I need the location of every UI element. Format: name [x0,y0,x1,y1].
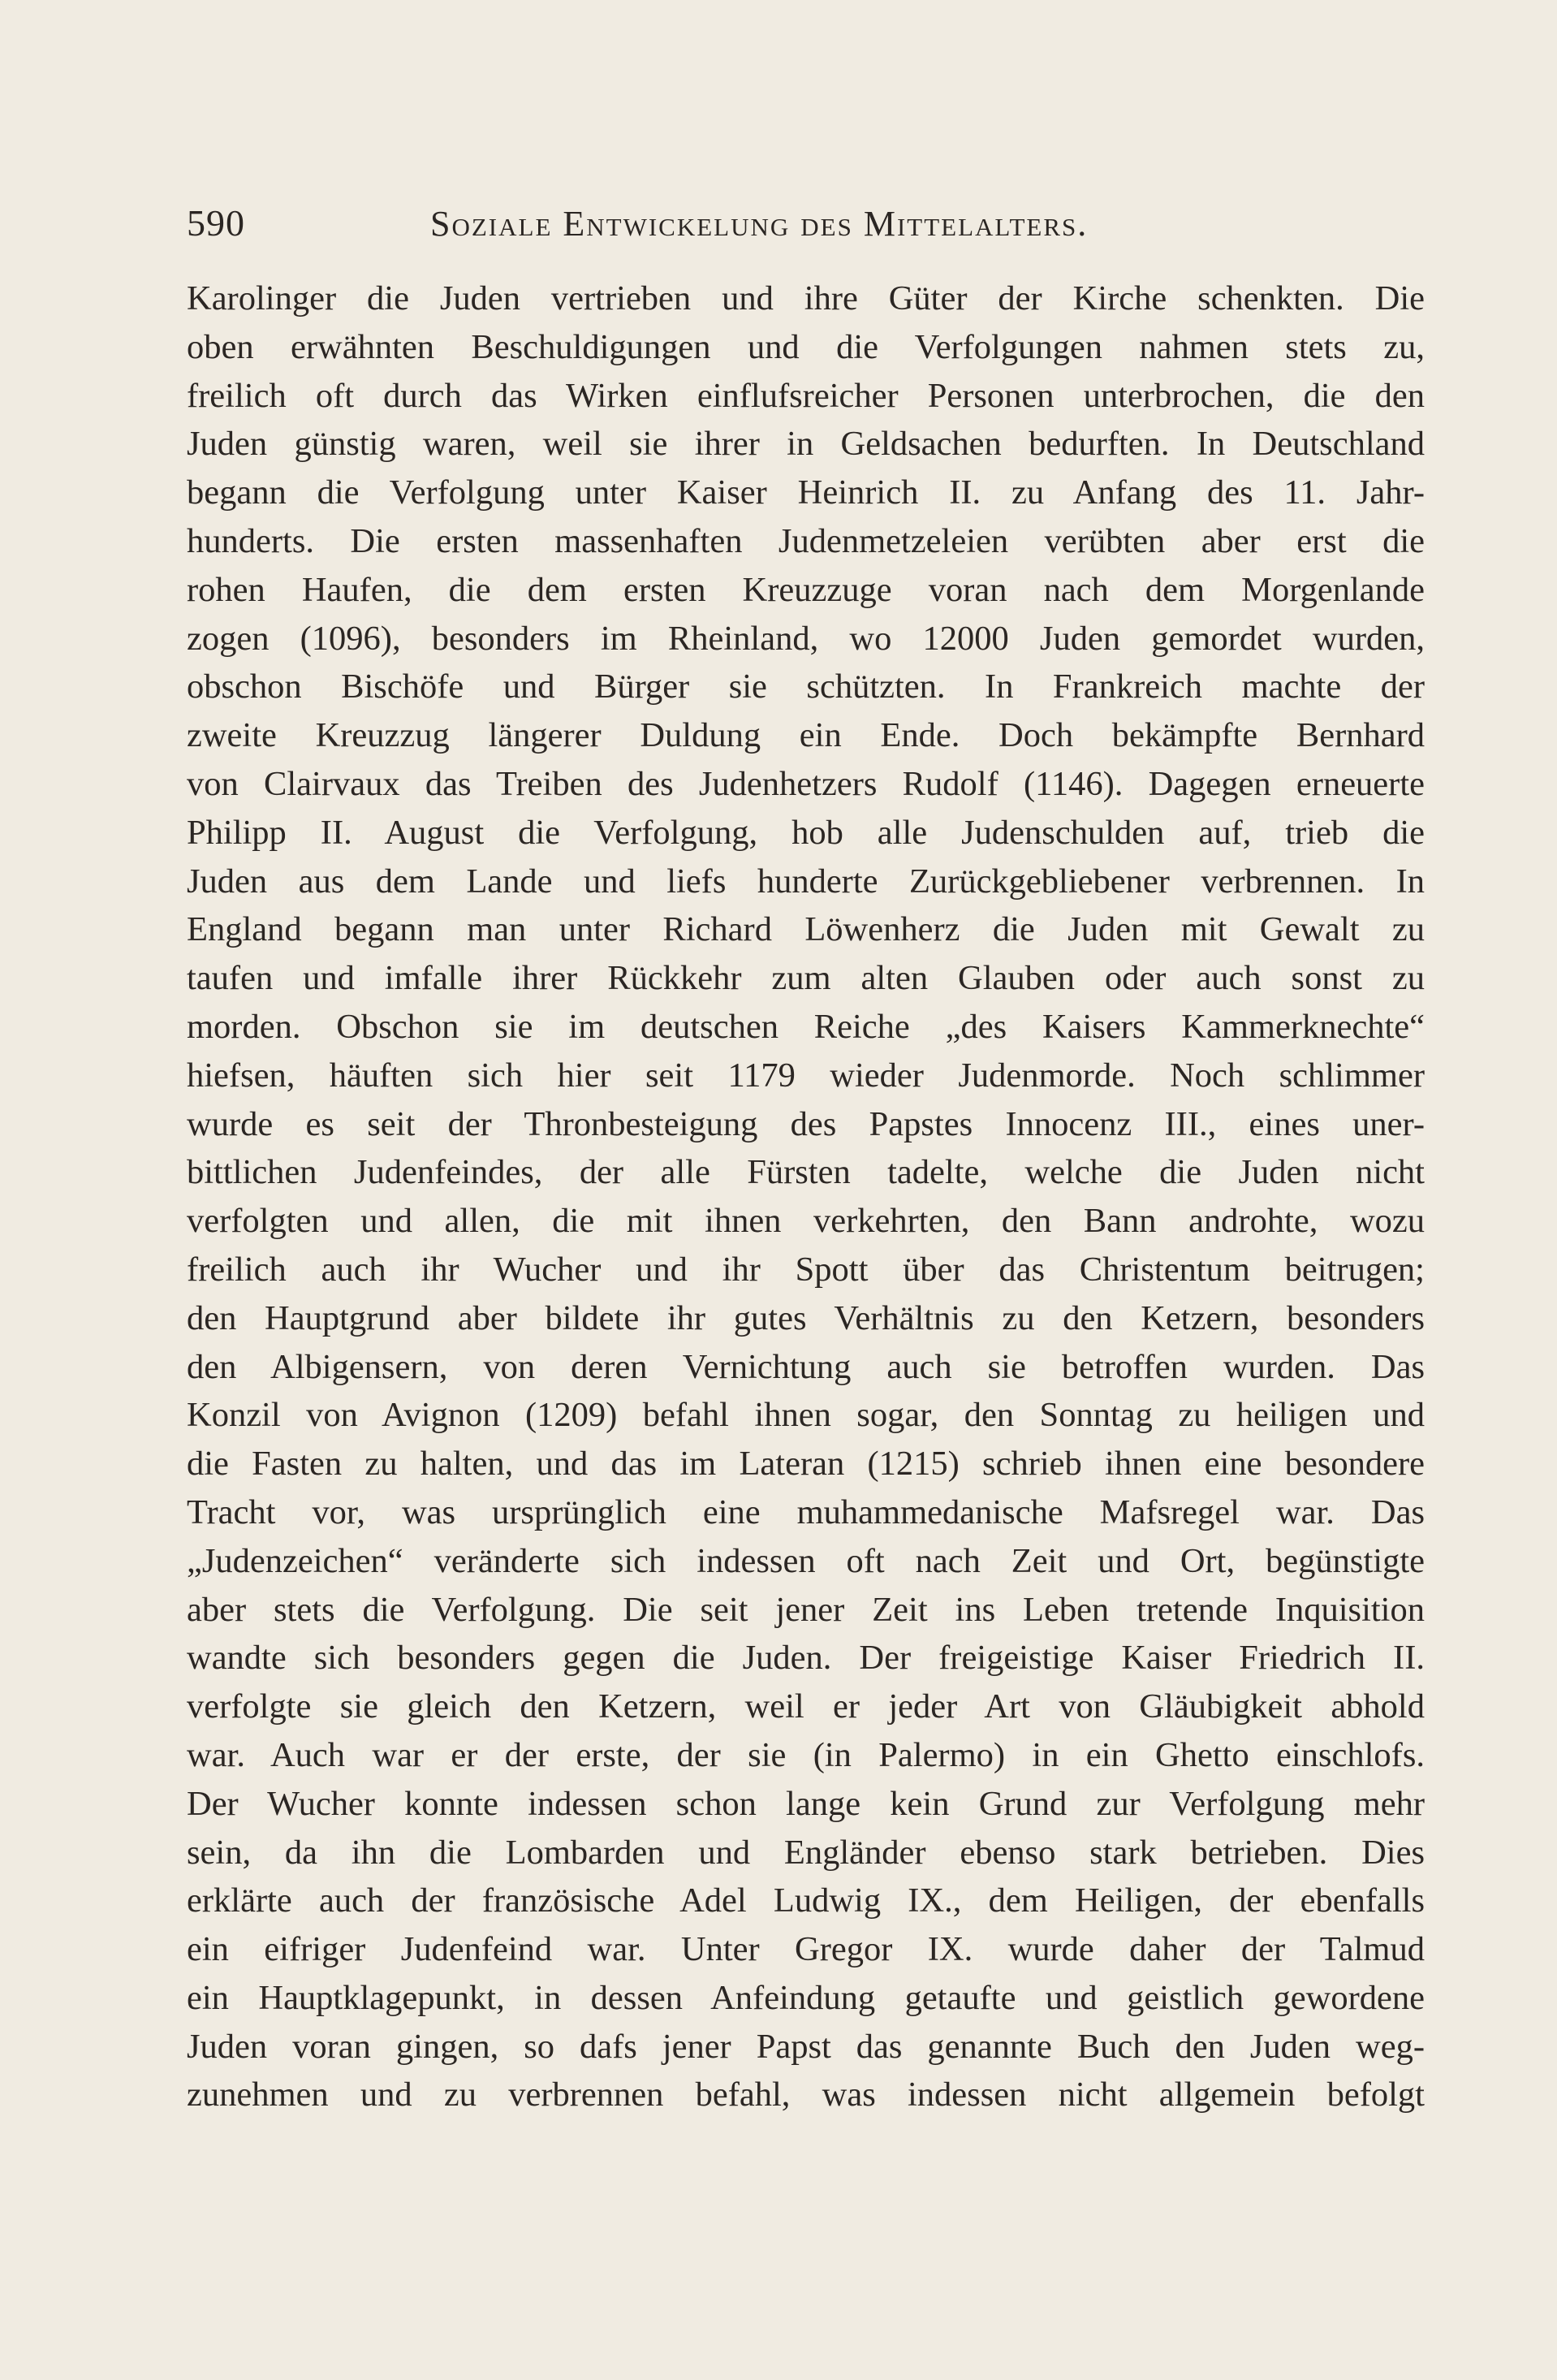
text-line: den Albigensern, von deren Vernichtung auch sie betroffen wurden. Das [187,1347,1425,1386]
text-line: obschon Bischöfe und Bürger sie schützten. In Frankreich machte der [187,667,1425,706]
running-title: Soziale Entwickelung des Mittelalters. [430,204,1089,244]
text-line: ein Hauptklagepunkt, in dessen Anfeindung getaufte und geistlich gewordene [187,1978,1425,2017]
text-line: „Judenzeichen“ veränderte sich indessen oft nach Zeit und Ort, begünstigte [187,1541,1425,1580]
text-line: verfolgten und allen, die mit ihnen verkehrten, den Bann androhte, wozu [187,1202,1425,1241]
text-line: erklärte auch der französische Adel Ludwig IX., dem Heiligen, der ebenfalls [187,1881,1425,1920]
text-line: war. Auch war er der erste, der sie (in Palermo) in ein Ghetto einschlofs. [187,1735,1425,1774]
text-line: freilich auch ihr Wucher und ihr Spott über das Christentum beitrugen; [187,1250,1425,1289]
text-line: Der Wucher konnte indessen schon lange kein Grund zur Verfolgung mehr [187,1784,1425,1823]
text-line: verfolgte sie gleich den Ketzern, weil er jeder Art von Gläubigkeit abhold [187,1687,1425,1726]
page-header [187,201,1429,250]
text-line: sein, da ihn die Lombarden und Engländer ebenso stark betrieben. Dies [187,1833,1425,1872]
text-line: Konzil von Avignon (1209) befahl ihnen sogar, den Sonntag zu heiligen und [187,1396,1425,1435]
text-line: wandte sich besonders gegen die Juden. Der freigeistige Kaiser Friedrich II. [187,1639,1425,1678]
text-line: aber stets die Verfolgung. Die seit jener Zeit ins Leben tretende Inquisition [187,1590,1425,1629]
text-line: begann die Verfolgung unter Kaiser Heinrich II. zu Anfang des 11. Jahr- [187,473,1425,512]
text-line: Juden aus dem Lande und liefs hunderte Zurückgebliebener verbrennen. In [187,862,1425,901]
text-line: England begann man unter Richard Löwenherz die Juden mit Gewalt zu [187,910,1425,949]
body-text [187,274,1425,2119]
text-line: morden. Obschon sie im deutschen Reiche „des Kaisers Kammerknechte“ [187,1007,1425,1046]
text-line: Philipp II. August die Verfolgung, hob alle Judenschulden auf, trieb die [187,813,1425,852]
text-line: die Fasten zu halten, und das im Lateran (1215) schrieb ihnen eine besondere [187,1445,1425,1484]
text-line: von Clairvaux das Treiben des Judenhetzers Rudolf (1146). Dagegen erneuerte [187,764,1425,803]
text-line: taufen und imfalle ihrer Rückkehr zum alten Glauben oder auch sonst zu [187,959,1425,998]
text-line: ein eifriger Judenfeind war. Unter Gregor IX. wurde daher der Talmud [187,1930,1425,1969]
text-line: rohen Haufen, die dem ersten Kreuzzuge voran nach dem Morgenlande [187,570,1425,609]
page-number: 590 [187,202,245,244]
text-line: Juden günstig waren, weil sie ihrer in Geldsachen bedurften. In Deutschland [187,425,1425,464]
text-line: zweite Kreuzzug längerer Duldung ein Ende. Doch bekämpfte Bernhard [187,716,1425,755]
text-line: den Hauptgrund aber bildete ihr gutes Verhältnis zu den Ketzern, besonders [187,1298,1425,1337]
text-line: zogen (1096), besonders im Rheinland, wo 12000 Juden gemordet wurden, [187,619,1425,658]
text-line: wurde es seit der Thronbesteigung des Papstes Innocenz III., eines uner- [187,1104,1425,1143]
text-line: oben erwähnten Beschuldigungen und die Verfolgungen nahmen stets zu, [187,327,1425,366]
text-line: Juden voran gingen, so dafs jener Papst das genannte Buch den Juden weg- [187,2027,1425,2066]
text-line: bittlichen Judenfeindes, der alle Fürsten tadelte, welche die Juden nicht [187,1153,1425,1192]
text-line: Karolinger die Juden vertrieben und ihre Güter der Kirche schenkten. Die [187,279,1425,317]
text-line: freilich oft durch das Wirken einflufsreicher Personen unterbrochen, die den [187,376,1425,415]
text-line: zunehmen und zu verbrennen befahl, was indessen nicht allgemein befolgt [187,2075,1425,2114]
text-line: hunderts. Die ersten massenhaften Judenmetzeleien verübten aber erst die [187,521,1425,560]
text-line: Tracht vor, was ursprünglich eine muhammedanische Mafsregel war. Das [187,1492,1425,1531]
text-line: hiefsen, häuften sich hier seit 1179 wieder Judenmorde. Noch schlimmer [187,1056,1425,1095]
